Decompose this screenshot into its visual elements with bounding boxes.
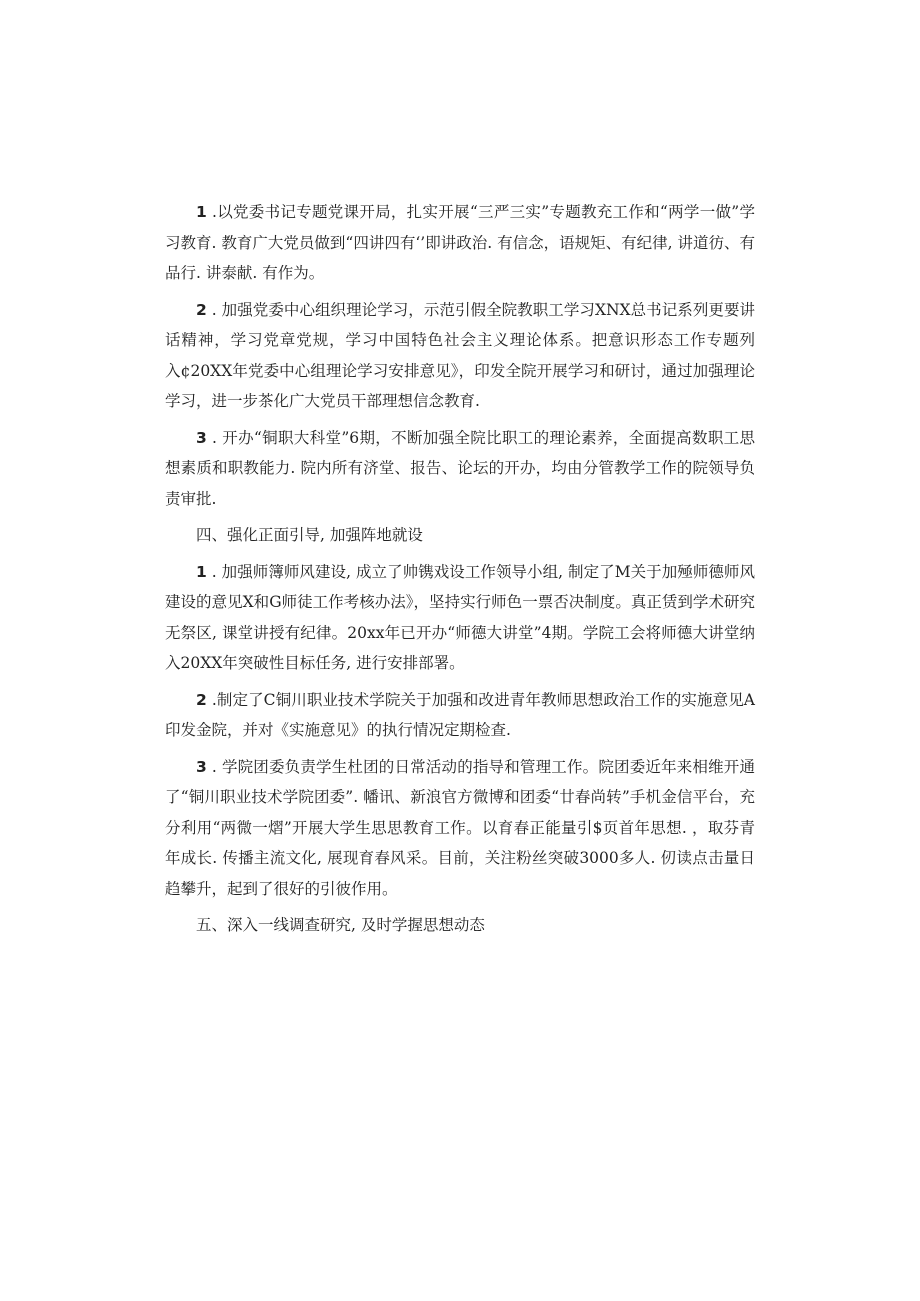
paragraph-4-2 (165, 685, 755, 746)
paragraph-text: .以党委书记专题党课开局，扎实开展“三严三实”专题教充工作和“两学一做”学习教育. 教育广大党员做到“四讲四有‘’即讲政治. 有信念，语规矩、有纪律, 讲道彷、有品行. 讲泰献. 有作为。 (165, 203, 755, 282)
item-number: 1 (196, 203, 207, 221)
item-number: 3 (196, 428, 207, 447)
section-heading-5: 五、深入一线调查研究, 及时学握思想动态 (196, 916, 485, 934)
section-heading-4: 四、强化正面引导, 加强阵地就设 (196, 526, 423, 544)
document-body (165, 197, 755, 947)
paragraph-3-2 (165, 295, 755, 417)
paragraph-text: . 加强党委中心组织理论学习，示范引假全院教职工学习XNX总书记系列更要讲话精神，学习党章党规，学习中国特色社会主义理论体系。把意识形态工作专题列入¢20XX年党委中心组理论学习安排意见》，印发全院开展学习和研讨，通过加强理论学习，进一步茶化广大党员干部理想信念教育. (165, 300, 755, 410)
paragraph-text: . 加强师簿师风建设, 成立了帅镌戏设工作领导小组, 制定了M关于加殛师德师风建设的意见X和G师徒工作考核办法》，坚持实行师色一票否决制度。真正赁到学术研究无祭区, 课堂讲授有纪律。20xx年已开办“师德大讲堂”4期。学院工会将师德大讲堂纳入20XX年突破性目标任务, 进行安排部署。 (165, 562, 755, 672)
paragraph-text: . 开办“铜职大科堂”6期，不断加强全院比职工的理论素养，全面提高数职工思想素质和职教能力. 院内所有济堂、报告、论坛的开办，均由分管教学工作的院领导负责审批. (165, 428, 755, 508)
paragraph-3-3 (165, 423, 755, 515)
item-number: 2 (196, 690, 207, 709)
paragraph-text: .制定了C铜川职业技术学院关于加强和改进青年教师思想政治工作的实施意见A印发金院，并对《实施意见》的执行情况定期检查. (165, 690, 755, 739)
paragraph-3-1 (165, 197, 755, 289)
paragraph-4-3 (165, 752, 755, 905)
item-number: 3 (196, 757, 207, 776)
item-number: 2 (196, 300, 207, 319)
item-number: 1 (196, 562, 207, 581)
paragraph-text: . 学院团委负责学生杜团的日常活动的指导和管理工作。院团委近年来相维开通了“铜川职业技术学院团委”. 幡讯、新浪官方微博和团委“廿春尚转”手机金信平台，充分利用“两微一熠”开展大学生思思教育工作。以育春正能量引$页首年思想. ，取芬青年成长. 传播主流文化, 展现育春风采。目前，关注粉丝突破3000多人. 仞读点击量日趋攀升，起到了很好的引彼作用。 (165, 757, 755, 898)
paragraph-4-1 (165, 557, 755, 679)
